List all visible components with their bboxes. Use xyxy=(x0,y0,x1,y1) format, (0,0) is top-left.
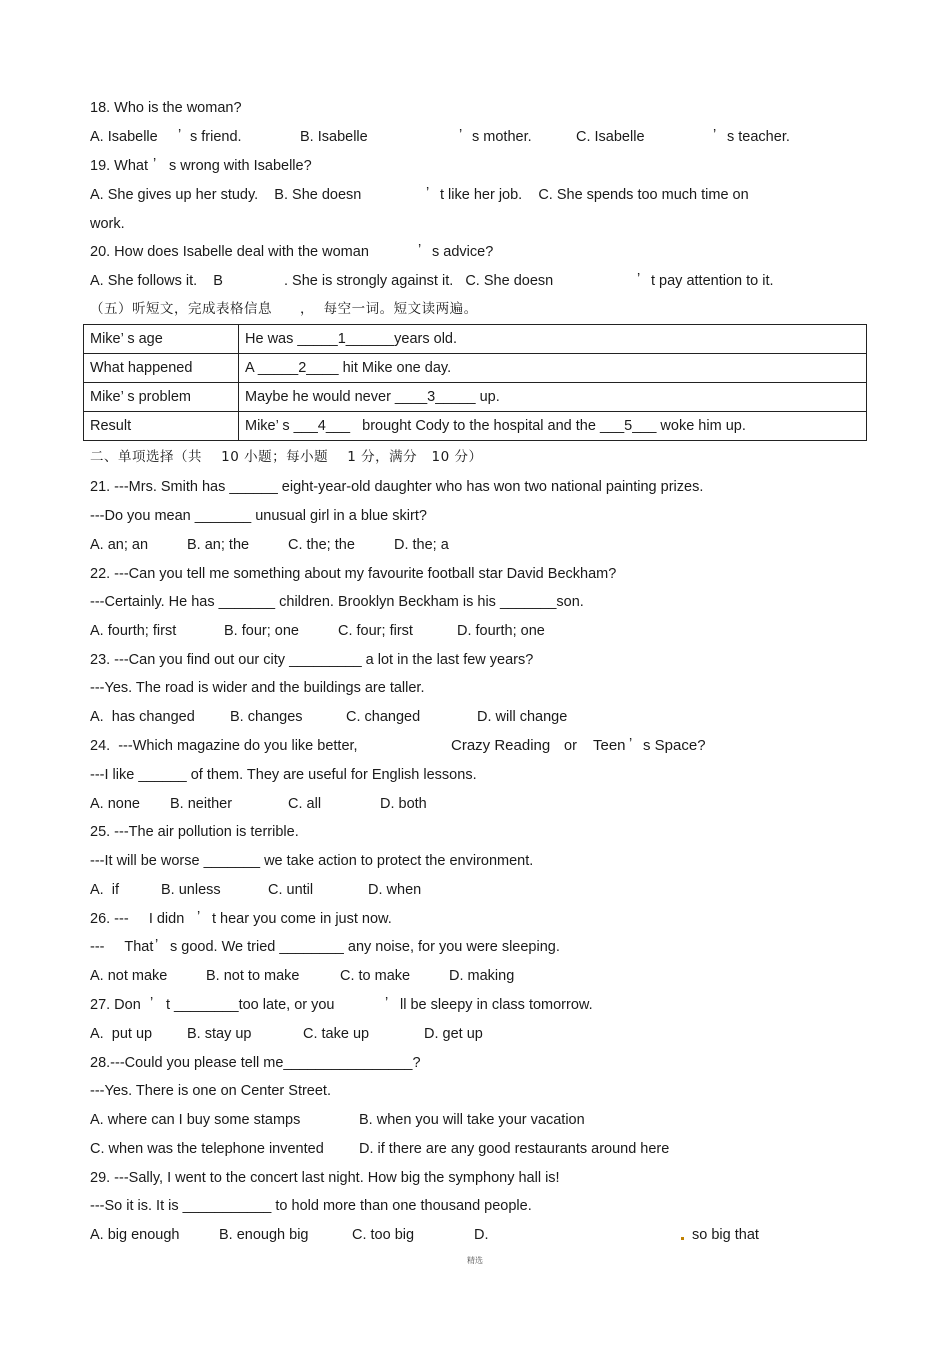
q18-option-a: A. Isabelle xyxy=(90,129,158,145)
q22-option-d: D. fourth; one xyxy=(457,623,545,639)
q25-option-c: C. until xyxy=(268,882,314,898)
apostrophe: ’ xyxy=(385,995,389,1011)
q24-option-c: C. all xyxy=(288,796,322,812)
stray-mark xyxy=(681,1237,684,1240)
apostrophe: ’ xyxy=(629,736,633,752)
q25-option-a: A. if xyxy=(90,882,120,898)
q28-option-b: B. when you will take your vacation xyxy=(359,1112,585,1128)
q24-option-b: B. neither xyxy=(170,796,233,812)
q26-option-d: D. making xyxy=(449,968,515,984)
q22-response: ---Certainly. He has _______ children. Brooklyn Beckham is his _______son. xyxy=(90,594,584,610)
q24-magazine-2-rest: s Space? xyxy=(643,737,706,754)
q27-option-c: C. take up xyxy=(303,1026,370,1042)
q22-option-c: C. four; first xyxy=(338,623,413,639)
q21-option-c: C. the; the xyxy=(288,537,355,553)
q27-stem: 27. Don xyxy=(90,997,141,1013)
apostrophe: ’ xyxy=(426,185,430,201)
q21-option-d: D. the; a xyxy=(394,537,449,553)
apostrophe: ’ xyxy=(418,242,422,258)
q25-option-b: B. unless xyxy=(161,882,221,898)
table-label: Mike’ s age xyxy=(84,325,239,354)
section5-title-rest: ， 每空一词。短文读两遍。 xyxy=(300,301,478,317)
q24-option-d: D. both xyxy=(380,796,427,812)
q19-options-rest: t like her job. C. She spends too much time on xyxy=(440,187,749,203)
q29-option-a: A. big enough xyxy=(90,1227,180,1243)
table-row xyxy=(84,325,867,354)
q27-stem-mid: t ________too late, or you xyxy=(166,997,335,1013)
q28-stem: 28.---Could you please tell me________________? xyxy=(90,1055,421,1071)
q21-stem: 21. ---Mrs. Smith has ______ eight-year-old daughter who has won two national painting prizes. xyxy=(90,479,704,495)
q26-option-c: C. to make xyxy=(340,968,411,984)
q25-response: ---It will be worse _______ we take action to protect the environment. xyxy=(90,853,534,869)
table-value: Mike’ s ___4___ brought Cody to the hospital and the ___5___ woke him up. xyxy=(239,412,867,441)
q23-option-a: A. has changed xyxy=(90,709,195,725)
q29-option-c: C. too big xyxy=(352,1227,415,1243)
q20-stem: 20. How does Isabelle deal with the woman xyxy=(90,244,369,260)
q20-option-c: t pay attention to it. xyxy=(651,273,774,289)
q24-or: or xyxy=(564,738,577,754)
q18-option-c-rest: s teacher. xyxy=(727,129,790,145)
q29-option-b: B. enough big xyxy=(219,1227,309,1243)
q19-options: A. She gives up her study. B. She doesn xyxy=(90,187,362,203)
q21-option-b: B. an; the xyxy=(187,537,250,553)
apostrophe: ’ xyxy=(155,937,159,953)
section5-title: （五）听短文，完成表格信息 xyxy=(90,301,272,317)
q26-stem-rest: t hear you come in just now. xyxy=(212,911,392,927)
apostrophe: ’ xyxy=(178,127,182,143)
q18-stem: 18. Who is the woman? xyxy=(90,100,242,116)
apostrophe: ’ xyxy=(459,127,463,143)
q28-option-c: C. when was the telephone invented xyxy=(90,1141,324,1157)
listening-table xyxy=(83,324,867,441)
q18-option-b: B. Isabelle xyxy=(300,129,368,145)
q21-option-a: A. an; an xyxy=(90,537,149,553)
q20-option-b: . She is strongly against it. C. She doesn xyxy=(284,273,554,289)
q22-option-b: B. four; one xyxy=(224,623,299,639)
q18-option-a-rest: s friend. xyxy=(190,129,242,145)
q20-option-a: A. She follows it. B xyxy=(90,273,223,289)
apostrophe: ’ xyxy=(637,271,641,287)
table-row xyxy=(84,354,867,383)
q23-option-c: C. changed xyxy=(346,709,421,725)
q23-option-b: B. changes xyxy=(230,709,303,725)
table-value: A _____2____ hit Mike one day. xyxy=(239,354,867,383)
q28-response: ---Yes. There is one on Center Street. xyxy=(90,1083,331,1099)
q24-option-a: A. none xyxy=(90,796,140,812)
q19-options-wrap: work. xyxy=(90,216,125,232)
page-footer: 精选 xyxy=(467,1256,483,1265)
q27-option-b: B. stay up xyxy=(187,1026,252,1042)
apostrophe: ’ xyxy=(713,127,717,143)
table-label: Result xyxy=(84,412,239,441)
q18-option-b-rest: s mother. xyxy=(472,129,532,145)
q26-response: --- That xyxy=(90,939,154,955)
q23-option-d: D. will change xyxy=(477,709,568,725)
q27-stem-rest: ll be sleepy in class tomorrow. xyxy=(400,997,593,1013)
q23-stem: 23. ---Can you find out our city _________ a lot in the last few years? xyxy=(90,652,534,668)
q25-stem: 25. ---The air pollution is terrible. xyxy=(90,824,299,840)
q22-stem: 22. ---Can you tell me something about my favourite football star David Beckham? xyxy=(90,566,617,582)
q22-option-a: A. fourth; first xyxy=(90,623,177,639)
q19-stem: 19. What xyxy=(90,158,149,174)
q29-option-d-text: so big that xyxy=(692,1227,759,1243)
q24-magazine-2: Teen xyxy=(593,737,626,754)
q27-option-a: A. put up xyxy=(90,1026,153,1042)
q23-response: ---Yes. The road is wider and the buildings are taller. xyxy=(90,680,425,696)
q20-stem-rest: s advice? xyxy=(432,244,494,260)
apostrophe: ’ xyxy=(150,995,154,1011)
table-label: What happened xyxy=(84,354,239,383)
q19-stem-rest: s wrong with Isabelle? xyxy=(169,158,312,174)
q26-option-b: B. not to make xyxy=(206,968,300,984)
q29-response: ---So it is. It is ___________ to hold more than one thousand people. xyxy=(90,1198,532,1214)
q24-magazine-1: Crazy Reading xyxy=(451,737,551,754)
q25-option-d: D. when xyxy=(368,882,422,898)
q26-response-rest: s good. We tried ________ any noise, for you were sleeping. xyxy=(170,939,560,955)
table-row xyxy=(84,383,867,412)
q28-option-a: A. where can I buy some stamps xyxy=(90,1112,301,1128)
table-value: He was _____1______years old. xyxy=(239,325,867,354)
table-row xyxy=(84,412,867,441)
apostrophe: ’ xyxy=(153,156,157,172)
q26-option-a: A. not make xyxy=(90,968,168,984)
q29-option-d: D. xyxy=(474,1227,489,1243)
table-value: Maybe he would never ____3_____ up. xyxy=(239,383,867,412)
q24-stem: 24. ---Which magazine do you like better, xyxy=(90,738,358,754)
q28-option-d: D. if there are any good restaurants around here xyxy=(359,1141,670,1157)
apostrophe: ’ xyxy=(197,909,201,925)
q18-option-c: C. Isabelle xyxy=(576,129,645,145)
q27-option-d: D. get up xyxy=(424,1026,483,1042)
q29-stem: 29. ---Sally, I went to the concert last night. How big the symphony hall is! xyxy=(90,1170,560,1186)
q21-response: ---Do you mean _______ unusual girl in a blue skirt? xyxy=(90,508,427,524)
section2-title: 二、单项选择（共 10 小题；每小题 1 分，满分 10 分） xyxy=(90,449,483,465)
q26-stem: 26. --- I didn xyxy=(90,911,185,927)
q24-response: ---I like ______ of them. They are useful for English lessons. xyxy=(90,767,477,783)
table-label: Mike’ s problem xyxy=(84,383,239,412)
